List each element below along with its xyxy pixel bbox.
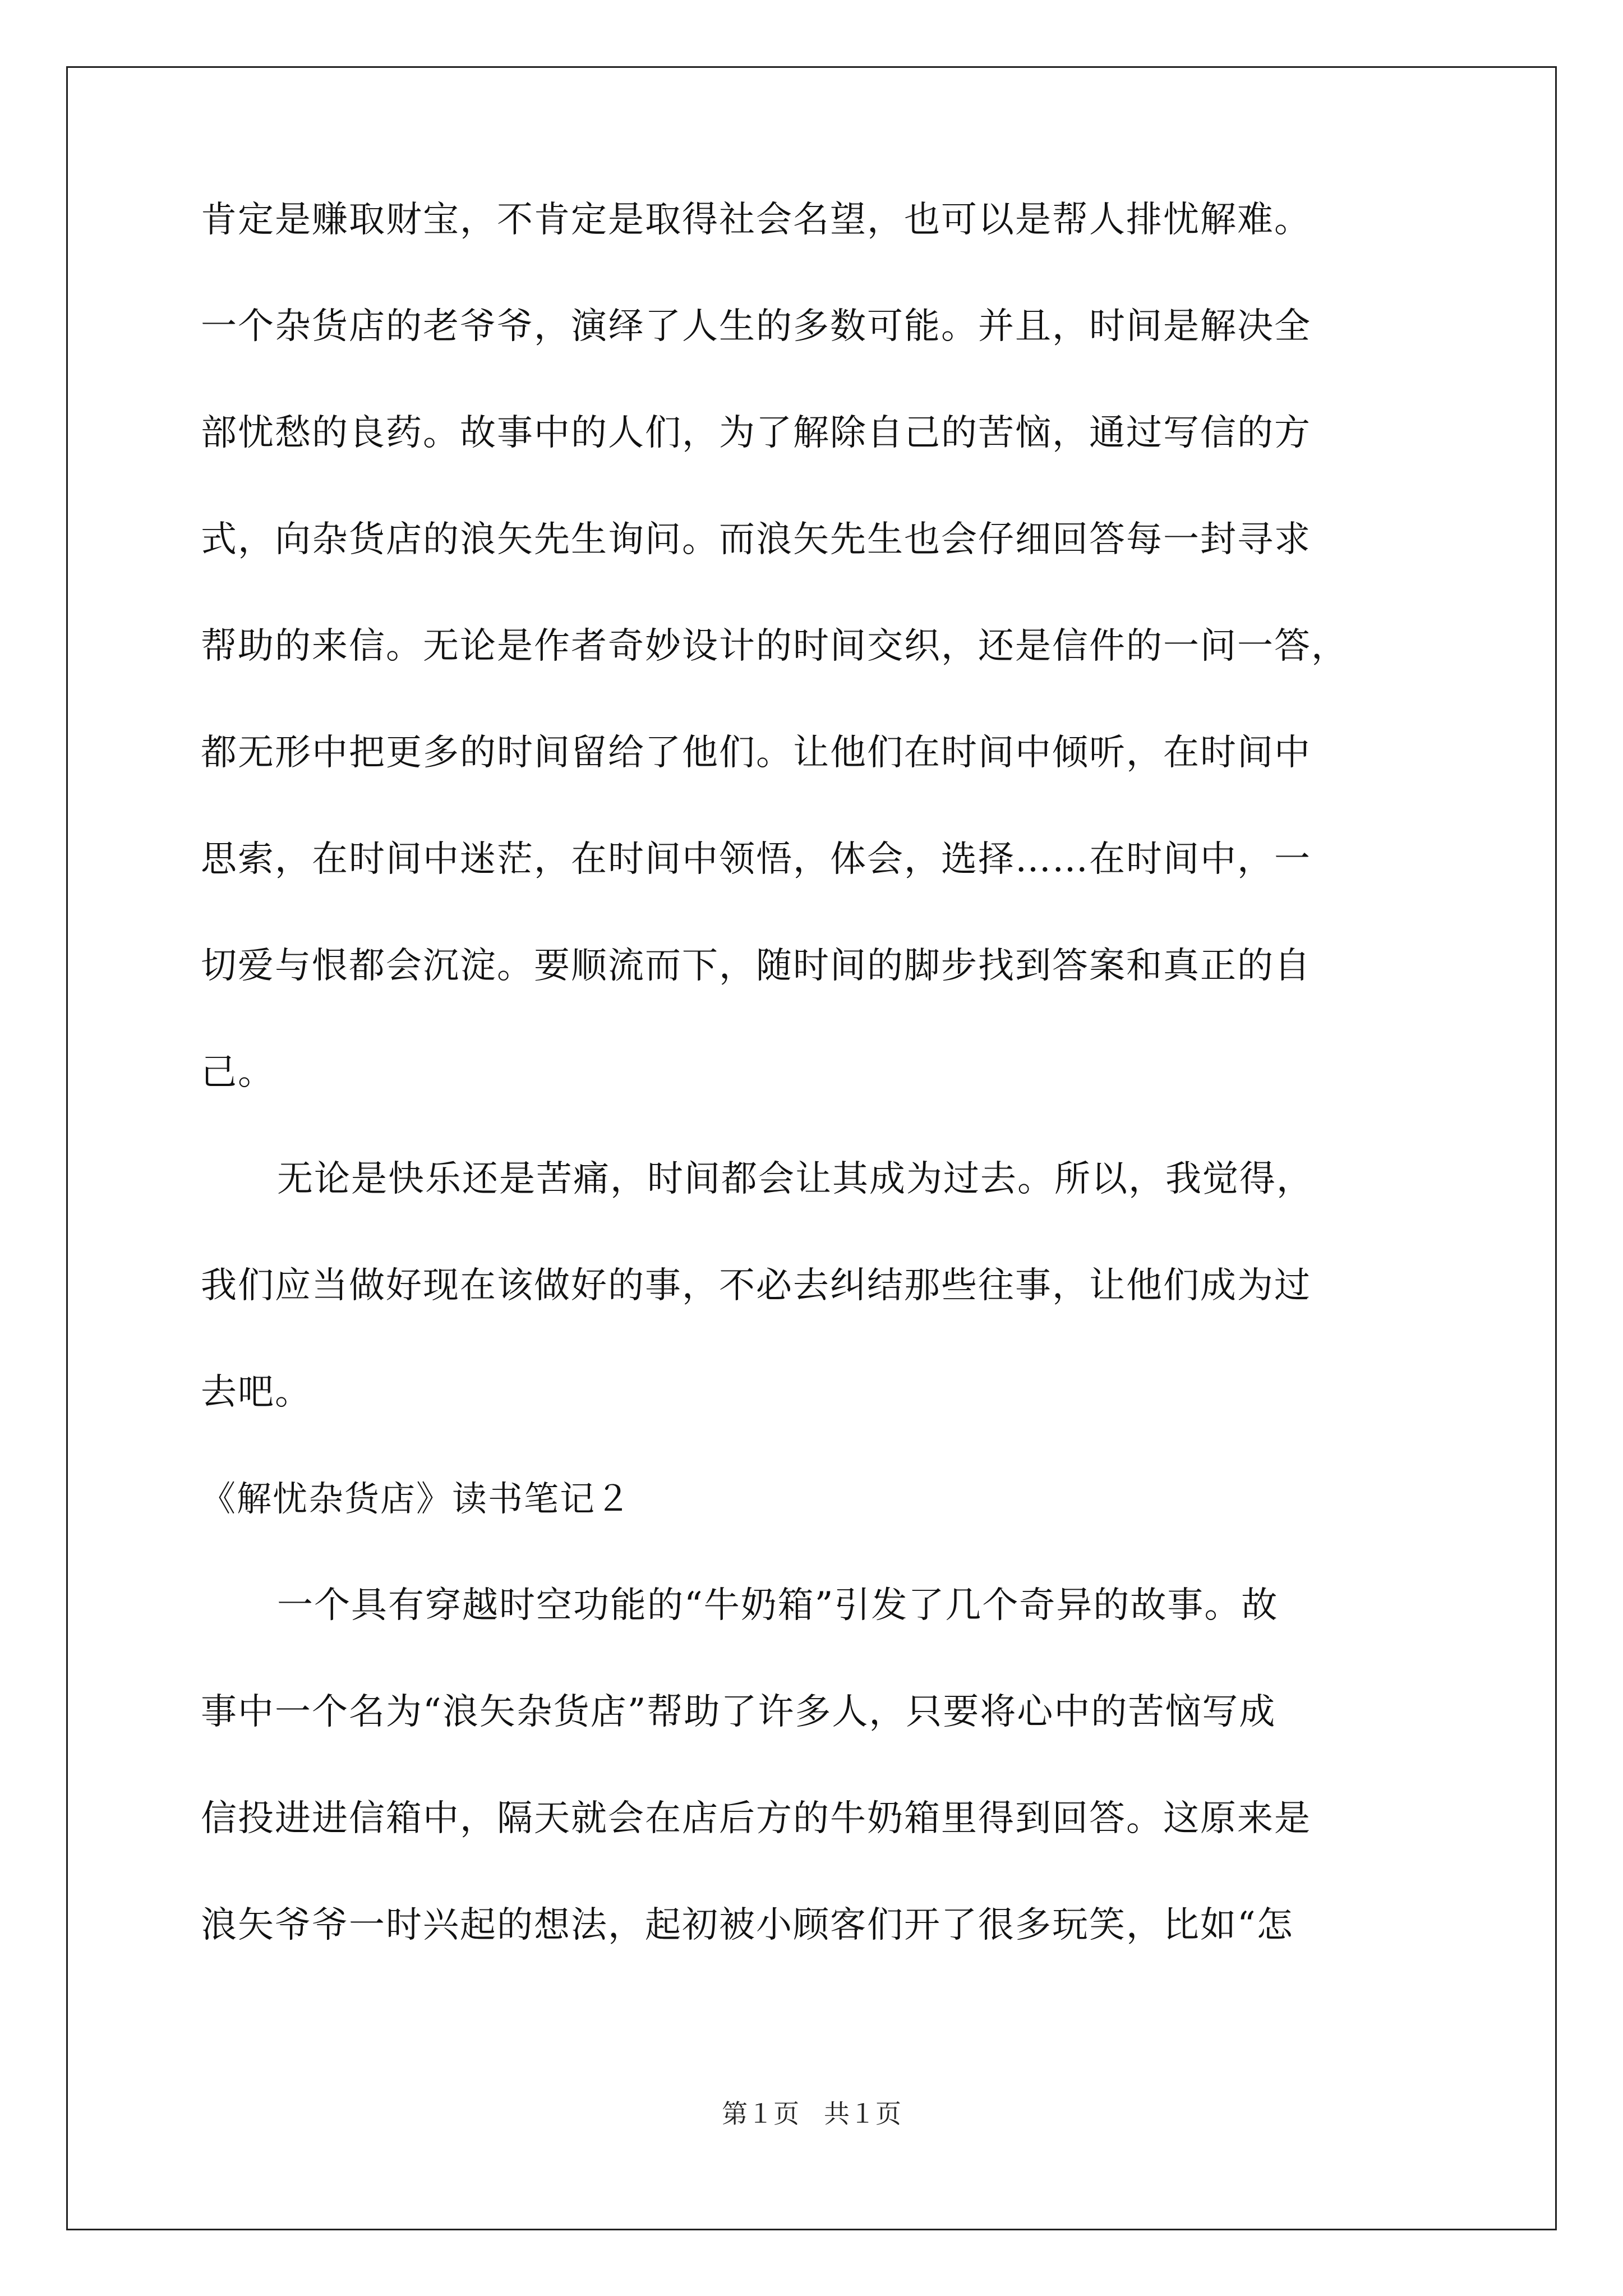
page-number: 第１页 (722, 2099, 800, 2129)
text-line: 式，向杂货店的浪矢先生询问。而浪矢先生也会仔细回答每一封寻求 (201, 519, 1311, 560)
text-line: 帮助的来信。无论是作者奇妙设计的时间交织，还是信件的一问一答， (201, 625, 1348, 667)
text-line: 切爱与恨都会沉淀。要顺流而下，随时间的脚步找到答案和真正的自 (201, 945, 1311, 987)
text-line: 己。 (201, 1052, 275, 1093)
text-line: 肯定是赚取财宝，不肯定是取得社会名望，也可以是帮人排忧解难。 (201, 199, 1311, 241)
paragraph-first-line: 一个具有穿越时空功能的“牛奶箱”引发了几个奇异的故事。故 (277, 1585, 1279, 1626)
text-line: 一个杂货店的老爷爷，演绎了人生的多数可能。并且，时间是解决全 (201, 306, 1311, 347)
text-line: 都无形中把更多的时间留给了他们。让他们在时间中倾听，在时间中 (201, 732, 1311, 774)
section-heading: 《解忧杂货店》读书笔记２ (201, 1478, 632, 1519)
text-line: 去吧。 (201, 1372, 312, 1413)
page-total: 共１页 (823, 2099, 901, 2129)
text-line: 浪矢爷爷一时兴起的想法，起初被小顾客们开了很多玩笑，比如“怎 (201, 1904, 1294, 1946)
text-line: 思索，在时间中迷茫，在时间中领悟，体会，选择……在时间中，一 (201, 839, 1311, 880)
text-line: 部忧愁的良药。故事中的人们，为了解除自己的苦恼，通过写信的方 (201, 412, 1311, 454)
text-line: 事中一个名为“浪矢杂货店”帮助了许多人，只要将心中的苦恼写成 (201, 1691, 1276, 1733)
text-line: 我们应当做好现在该做好的事，不必去纠结那些往事，让他们成为过 (201, 1265, 1311, 1306)
page-footer (0, 2101, 1623, 2127)
document-body (201, 199, 1435, 2014)
text-line: 信投进进信箱中，隔天就会在店后方的牛奶箱里得到回答。这原来是 (201, 1798, 1311, 1839)
paragraph-first-line: 无论是快乐还是苦痛，时间都会让其成为过去。所以，我觉得， (277, 1158, 1313, 1200)
